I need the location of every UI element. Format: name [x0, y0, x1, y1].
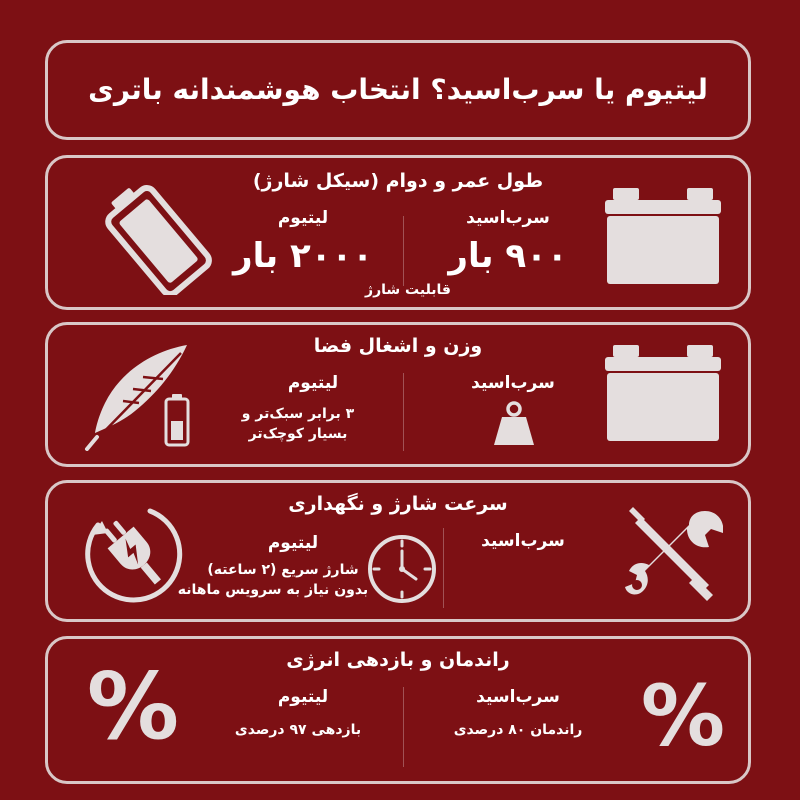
- feather-icon: [83, 341, 193, 455]
- lithium-charge-line1: شارژ سریع (۲ ساعته): [207, 562, 359, 578]
- lead-cycles-value: ۹۰۰ بار: [448, 236, 568, 276]
- car-battery-icon: [603, 343, 723, 447]
- lead-label: سرب‌اسید: [481, 531, 565, 551]
- cylinder-battery-icon: [96, 180, 216, 299]
- divider: [403, 216, 404, 286]
- page-title: لیتیوم یا سرب‌اسید؟ انتخاب هوشمندانه باتری: [88, 73, 708, 106]
- title-panel: [45, 40, 751, 140]
- lithium-weight-line1: ۳ برابر سبک‌تر و: [241, 406, 355, 422]
- section-heading: طول عمر و دوام (سیکل شارژ): [252, 170, 544, 192]
- percent-icon: %: [640, 667, 726, 765]
- lithium-label: لیتیوم: [267, 533, 319, 553]
- lead-label: سرب‌اسید: [466, 208, 550, 228]
- lithium-efficiency-value: بازدهی ۹۷ درصدی: [234, 722, 362, 738]
- caption: قابلیت شارژ: [365, 282, 451, 298]
- divider: [443, 528, 444, 608]
- charging-plug-icon: [78, 499, 188, 613]
- divider: [403, 687, 404, 767]
- divider: [403, 373, 404, 451]
- section-heading: سرعت شارژ و نگهداری: [288, 493, 508, 515]
- lead-label: سرب‌اسید: [476, 687, 560, 707]
- weight-icon: [492, 401, 536, 451]
- section-charge-speed: [45, 480, 751, 622]
- section-weight: [45, 322, 751, 467]
- lithium-cycles-value: ۲۰۰۰ بار: [233, 236, 373, 276]
- lithium-label: لیتیوم: [277, 687, 329, 707]
- lead-efficiency-value: راندمان ۸۰ درصدی: [453, 722, 583, 738]
- car-battery-icon: [603, 186, 723, 290]
- tools-icon: [623, 501, 723, 605]
- section-efficiency: [45, 636, 751, 784]
- lithium-weight-line2: بسیار کوچک‌تر: [248, 426, 348, 442]
- section-heading: وزن و اشغال فضا: [313, 335, 483, 357]
- percent-icon: %: [86, 653, 180, 760]
- section-lifespan: [45, 155, 751, 310]
- lithium-label: لیتیوم: [277, 208, 329, 228]
- lithium-label: لیتیوم: [287, 373, 339, 393]
- lead-label: سرب‌اسید: [471, 373, 555, 393]
- section-heading: راندمان و بازدهی انرژی: [286, 649, 510, 671]
- lithium-charge-line2: بدون نیاز به سرویس ماهانه: [177, 582, 369, 598]
